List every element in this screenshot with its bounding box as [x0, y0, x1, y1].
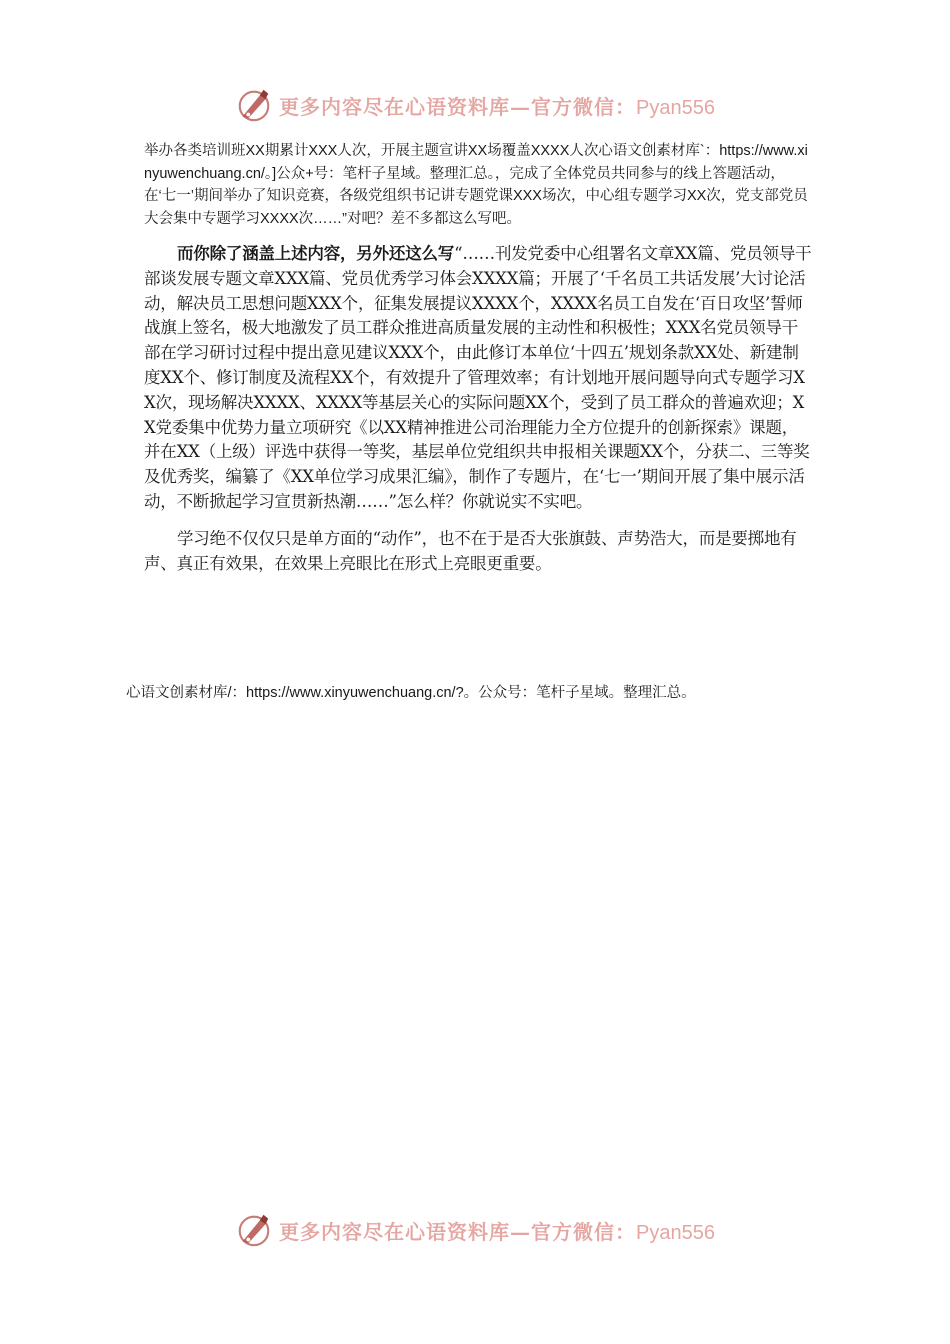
paragraph-2-rest: “……刊发党委中心组署名文章XX篇、党员领导干部谈发展专题文章XXX篇、党员优秀学习体会XXXX篇；开展了‘千名员工共话发展’大讨论活动，解决员工思想问题XXX个，征集发展提议XXXX个，XXXX名员工自发在‘百日攻坚’誓师战旗上签名，极大地激发了员工群众推进高质量发展的主动性和积极性；XXX名党员领导干部在学习研讨过程中提出意见建议XXX个，由此修订本单位‘十四五’规划条款XX处、新建制度XX个、修订制度及流程XX个，有效提升了管理效率；有计划地开展问题导向式专题学习XX次，现场解决XXXX、XXXX等基层关心的实际问题XX个，受到了员工群众的普遍欢迎；XX党委集中优势力量立项研究《以XX精神推进公司治理能力全方位提升的创新探索》课题，并在XX（上级）评选中获得一等奖，基层单位党组织共申报相关课题XX个，分获二、三等奖及优秀奖，编纂了《XX单位学习成果汇编》，制作了专题片，在‘七一’期间开展了集中展示活动，不断掀起学习宣贯新热潮……”怎么样？你就说实不实吧。 [144, 244, 812, 511]
footer-banner [0, 1211, 950, 1249]
document-body [144, 140, 812, 576]
header-banner-text [279, 91, 715, 120]
pen-nib-circle-icon [235, 86, 273, 124]
footer-banner-wechat-id: Pyan556 [636, 1221, 715, 1244]
header-banner [0, 86, 950, 124]
header-banner-cn: 更多内容尽在心语资料库—官方微信： [279, 94, 637, 119]
paragraph-2-lead: 而你除了涵盖上述内容，另外还这么写 [177, 244, 455, 263]
pen-nib-circle-icon [235, 1211, 273, 1249]
paragraph-3: 学习绝不仅仅只是单方面的“动作”，也不在于是否大张旗鼓、声势浩大，而是要掷地有声、真正有效果，在效果上亮眼比在形式上亮眼更重要。 [144, 528, 797, 573]
footer-banner-cn: 更多内容尽在心语资料库—官方微信： [279, 1219, 637, 1244]
footer-banner-text [279, 1216, 715, 1245]
header-banner-wechat-id: Pyan556 [636, 96, 715, 119]
paragraph-2 [144, 242, 812, 515]
source-note: 心语文创素材库/：https://www.xinyuwenchuang.cn/?。公众号：笔杆子星域。整理汇总。 [126, 685, 696, 701]
paragraph-1: 举办各类培训班XX期累计XXX人次，开展主题宣讲XX场覆盖XXXX人次心语文创素材库`：https://www.xinyuwenchuang.cn/。]公众+号：笔杆子星域。整理汇总。，完成了全体党员共同参与的线上答题活动，在‘七一’期间举办了知识竞赛，各级党组织书记讲专题党课XXX场次，中心组专题学习XX次，党支部党员大会集中专题学习XXXX次……”对吧？差不多都这么写吧。 [144, 143, 808, 227]
